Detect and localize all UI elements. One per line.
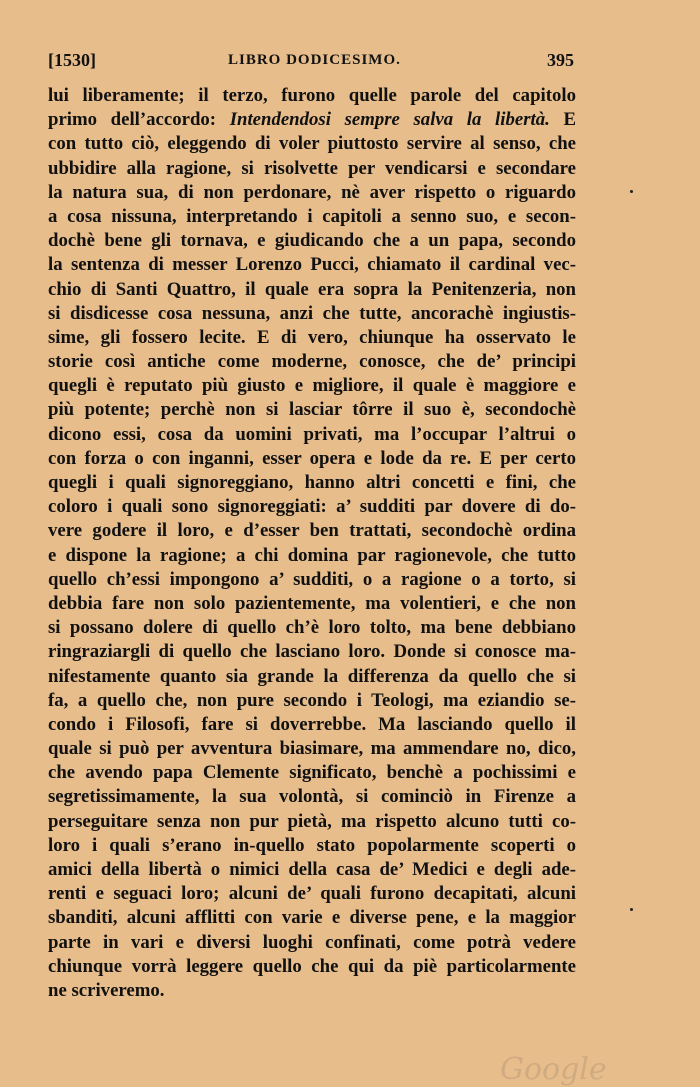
line-text: nifestamente quanto sia grande la differenza da quello che si — [48, 665, 576, 687]
text-line — [48, 229, 576, 253]
line-text: ne scriveremo. — [48, 979, 165, 1001]
text-line — [48, 761, 576, 785]
text-line — [48, 84, 576, 108]
text-line — [48, 931, 576, 955]
line-text: quale si può per avventura biasimare, ma ammendare no, dico, — [48, 738, 576, 760]
line-text: con tutto ciò, eleggendo di voler piuttosto servire al senso, che — [48, 133, 576, 155]
line-text: dochè bene gli tornava, e giudicando che a un papa, secondo — [48, 230, 576, 252]
text-line — [48, 665, 576, 689]
text-line — [48, 713, 576, 737]
header-title: LIBRO DODICESIMO. — [228, 52, 401, 68]
line-text: chiunque vorrà leggere quello che qui da piè particolarmente — [48, 955, 576, 977]
text-line — [48, 374, 576, 398]
text-line — [48, 906, 576, 930]
line-text: più potente; perchè non si lasciar tôrre il suo è, secondochè — [48, 399, 576, 421]
text-line — [48, 785, 576, 809]
text-line — [48, 640, 576, 664]
text-line — [48, 737, 576, 761]
line-text: lui liberamente; il terzo, furono quelle parole del capitolo — [48, 85, 576, 106]
text-line — [48, 253, 576, 277]
ink-speck — [630, 908, 633, 911]
line-text: quello ch’essi impongono a’ sudditi, o a ragione o a torto, si — [48, 568, 576, 590]
line-text: fa, a quello che, non pure secondo i Teologi, ma eziandio se- — [48, 689, 576, 711]
text-line — [48, 834, 576, 858]
line-text: segretissimamente, la sua volontà, si cominciò in Firenze a — [48, 786, 576, 808]
text-line — [48, 495, 576, 519]
line-text: dicono essi, cosa da uomini privati, ma l’occupar l’altrui o — [48, 423, 576, 445]
line-text: loro i quali s’erano in-quello stato popolarmente scoperti o — [48, 834, 576, 856]
page-number: 395 — [547, 50, 574, 70]
text-line — [48, 592, 576, 616]
text-line — [48, 278, 576, 302]
line-text: si disdicesse cosa nessuna, anzi che tutte, ancorachè ingiustis- — [48, 302, 576, 324]
ink-speck — [630, 190, 633, 193]
line-text: chio di Santi Quattro, il quale era sopra la Penitenzeria, non — [48, 278, 576, 300]
text-line — [48, 423, 576, 447]
text-line — [48, 157, 576, 181]
line-text: ringraziargli di quello che lasciano loro. Donde si conosce ma- — [48, 641, 576, 663]
text-line — [48, 398, 576, 422]
text-line — [48, 132, 576, 156]
line-text: renti e seguaci loro; alcuni de’ quali furono decapitati, alcuni — [48, 883, 576, 905]
text-line — [48, 955, 576, 979]
header-year: [1530] — [48, 50, 96, 70]
line-text: si possano dolere di quello ch’è loro tolto, ma bene debbiano — [48, 617, 576, 639]
text-line — [48, 882, 576, 906]
line-text: la natura sua, di non perdonare, nè aver rispetto o riguardo — [48, 181, 576, 203]
italic-quote: Intendendosi sempre salva la libertà. — [229, 109, 550, 131]
line-text: storie così antiche come moderne, conosce, che de’ principi — [48, 351, 576, 373]
text-line — [48, 181, 576, 205]
line-text: coloro i quali sono signoreggiati: a’ sudditi par dovere di do- — [48, 496, 576, 518]
line-text: quegli è reputato più giusto e migliore, il quale è maggiore e — [48, 375, 576, 397]
line-text: parte in vari e diversi luoghi confinati, come potrà vedere — [48, 931, 576, 953]
text-line — [48, 447, 576, 471]
line-text: sime, gli fossero lecite. E di vero, chiunque ha osservato le — [48, 326, 576, 348]
text-line — [48, 302, 576, 326]
text-line — [48, 810, 576, 834]
line-text: amici della libertà o nimici della casa de’ Medici e degli ade- — [48, 859, 576, 880]
line-text: primo dell’accordo: — [48, 109, 230, 131]
text-line — [48, 108, 576, 132]
line-text: vere godere il loro, e d’esser ben trattati, secondochè ordina — [48, 520, 576, 542]
line-text: ubbidire alla ragione, si risolvette per vendicarsi e secondare — [48, 157, 576, 179]
line-text: condo i Filosofi, fare si doverrebbe. Ma lasciando quello il — [48, 713, 576, 735]
line-text: quegli i quali signoreggiano, hanno altri concetti e fini, che — [48, 472, 576, 493]
line-text: E — [549, 109, 576, 131]
text-line — [48, 689, 576, 713]
text-line — [48, 979, 576, 1003]
text-line — [48, 519, 576, 543]
line-text: debbia fare non solo pazientemente, ma volentieri, e che non — [48, 592, 576, 614]
text-line — [48, 350, 576, 374]
line-text: a cosa nissuna, interpretando i capitoli a senno suo, e secon- — [48, 205, 576, 227]
running-header — [48, 50, 574, 74]
watermark: Google — [500, 1052, 607, 1087]
line-text: che avendo papa Clemente significato, benchè a pochissimi e — [48, 762, 576, 784]
text-line — [48, 205, 576, 229]
line-text: e dispone la ragione; a chi domina par ragionevole, che tutto — [48, 544, 576, 566]
line-text: la sentenza di messer Lorenzo Pucci, chiamato il cardinal vec- — [48, 254, 576, 276]
body-text — [48, 84, 576, 1003]
text-line — [48, 471, 576, 495]
line-text: con forza o con inganni, esser opera e lode da re. E per certo — [48, 447, 576, 469]
text-line — [48, 568, 576, 592]
line-text: perseguitare senza non pur pietà, ma rispetto alcuno tutti co- — [48, 810, 576, 832]
line-text: sbanditi, alcuni afflitti con varie e diverse pene, e la maggior — [48, 907, 576, 929]
text-line — [48, 616, 576, 640]
text-line — [48, 858, 576, 882]
text-line — [48, 326, 576, 350]
text-line — [48, 544, 576, 568]
